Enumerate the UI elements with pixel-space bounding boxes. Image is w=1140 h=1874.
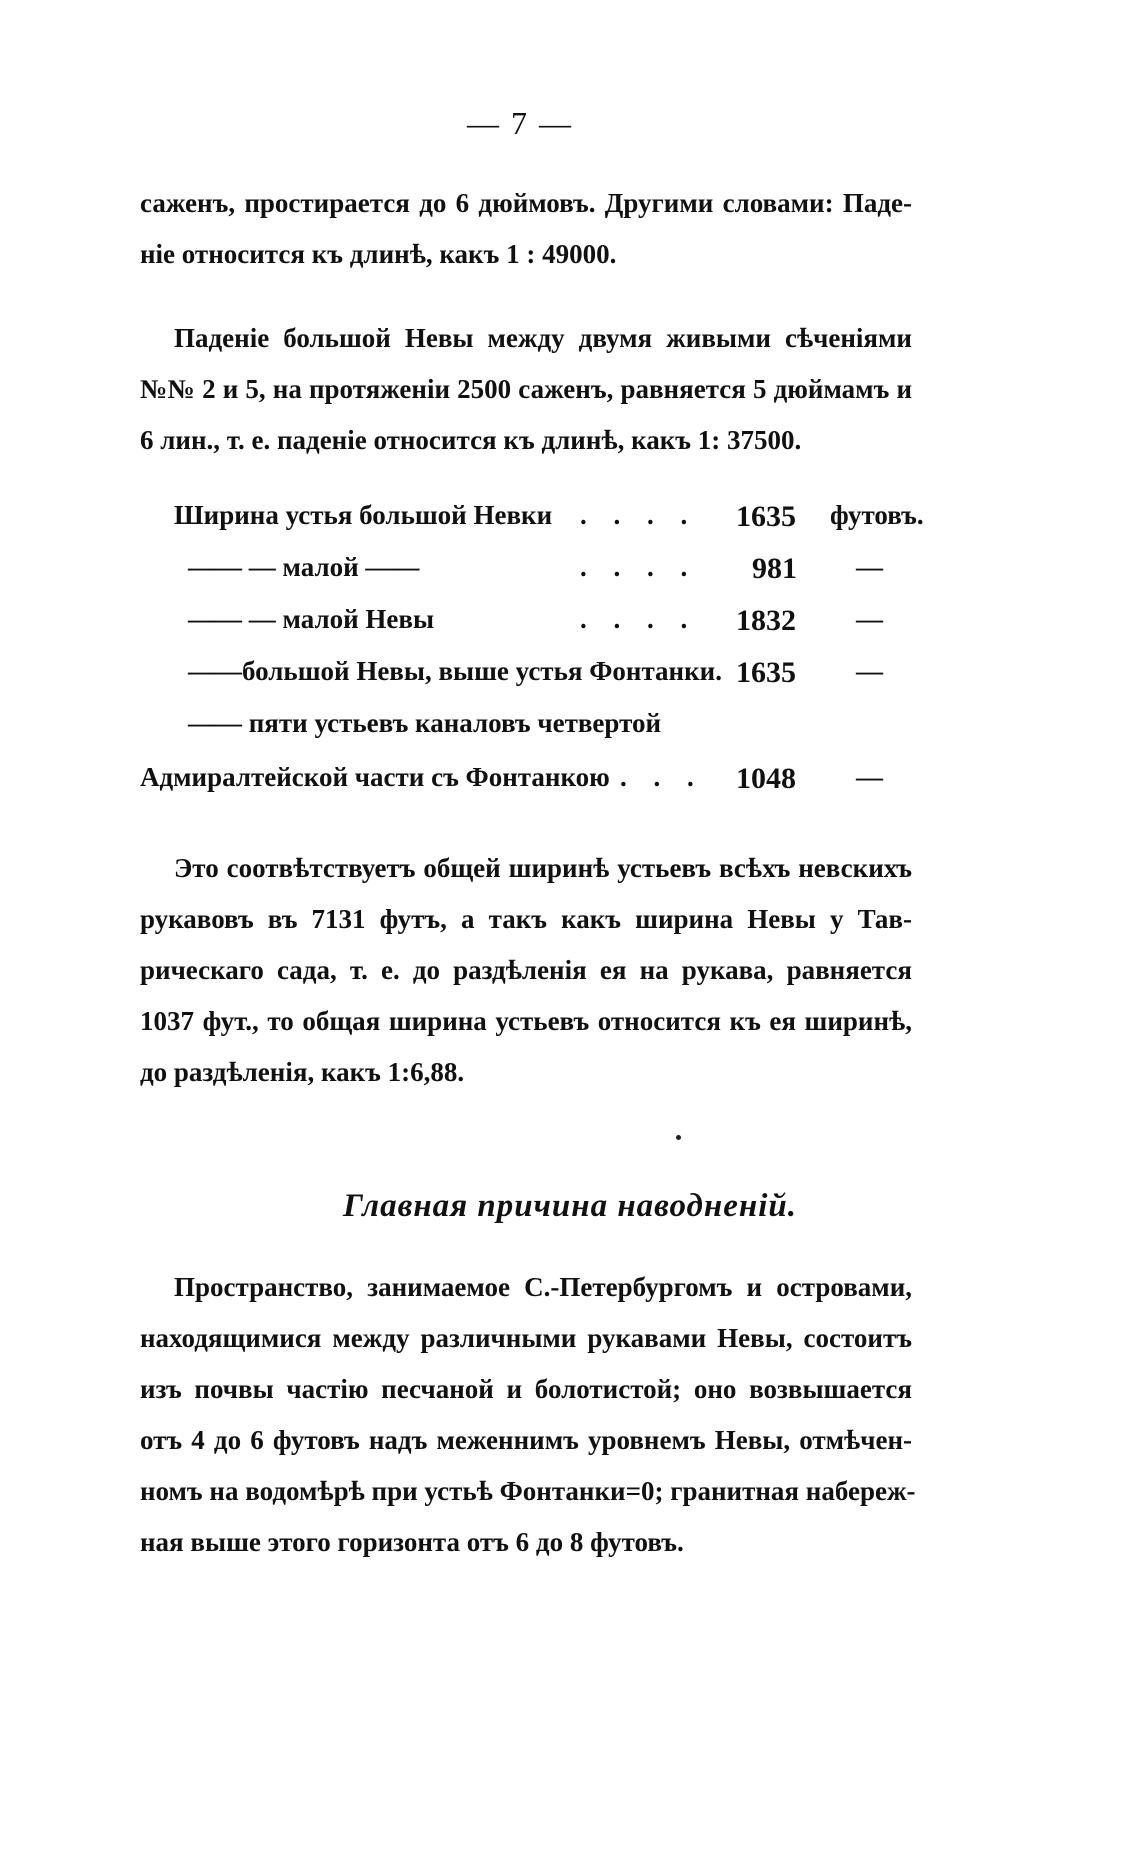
table-row [140,604,920,656]
row-label: —— — малой Невы [188,604,435,634]
row-dots: . . . . [580,500,698,530]
paragraph-line: №№ 2 и 5, на протяженіи 2500 саженъ, равняется 5 дюймамъ и [140,374,912,404]
paragraph-line: Это соотвѣтствуетъ общей ширинѣ устьевъ всѣхъ невскихъ [174,853,912,883]
paragraph-line: ная выше этого горизонта отъ 6 до 8 футовъ. [140,1527,684,1557]
row-value: 1048 [736,762,796,795]
ink-speck [676,1135,681,1140]
table-row [140,656,920,708]
paragraph-line: отъ 4 до 6 футовъ надъ меженнимъ уровнемъ Невы, отмѣчен- [140,1425,912,1455]
table-row [140,708,920,760]
table-row [140,552,920,604]
paragraph-2 [140,313,912,466]
row-unit: — [856,762,883,792]
row-unit: — [856,604,883,634]
row-value: 981 [752,552,797,585]
row-value: 1635 [736,500,796,533]
section-heading: Главная причина наводненій. [342,1188,797,1224]
row-value: 1832 [736,604,796,637]
row-dots: . . . . [580,552,698,582]
paragraph-4 [140,1262,916,1568]
paragraph-line: саженъ, простирается до 6 дюймовъ. Другими словами: Паде- [140,188,912,218]
paragraph-line: находящимися между различными рукавами Невы, состоитъ [140,1323,912,1353]
row-unit: футовъ. [830,500,924,530]
paragraph-line: Пространство, занимаемое С.-Петербургомъ и островами, [174,1272,912,1302]
paragraph-line: 6 лин., т. е. паденіе относится къ длинѣ, какъ 1: 37500. [140,425,802,455]
row-label: ——большой Невы, выше устья Фонтанки. [188,656,722,686]
row-unit: — [856,656,883,686]
page-number: — 7 — [467,105,573,141]
paragraph-3 [140,843,912,1098]
table-row [140,762,920,814]
row-value: 1635 [736,656,796,689]
table-row [140,500,924,552]
row-label: Адмиралтейской части съ Фонтанкою [140,762,610,792]
paragraph-line: ніе относится къ длинѣ, какъ 1 : 49000. [140,239,617,269]
paragraph-1 [140,178,912,280]
row-dots: . . . . [580,604,698,634]
row-label: Ширина устья большой Невки [174,500,553,530]
paragraph-line: до раздѣленія, какъ 1:6,88. [140,1057,465,1087]
row-dots: . . . [620,762,704,792]
paragraph-line: рукавовъ въ 7131 футъ, а такъ какъ ширина Невы у Тав- [140,904,912,934]
paragraph-line: изъ почвы частію песчаной и болотистой; оно возвышается [140,1374,912,1404]
paragraph-line: Паденіе большой Невы между двумя живыми сѣченіями [174,323,912,353]
row-label: —— пяти устьевъ каналовъ четвертой [188,708,662,738]
row-unit: — [856,552,883,582]
row-label: —— — малой —— [188,552,420,582]
paragraph-line: 1037 фут., то общая ширина устьевъ относится къ ея ширинѣ, [140,1006,912,1036]
paragraph-line: номъ на водомѣрѣ при устьѣ Фонтанки=0; гранитная набереж- [140,1476,916,1506]
paragraph-line: рическаго сада, т. е. до раздѣленія ея на рукава, равняется [140,955,912,985]
